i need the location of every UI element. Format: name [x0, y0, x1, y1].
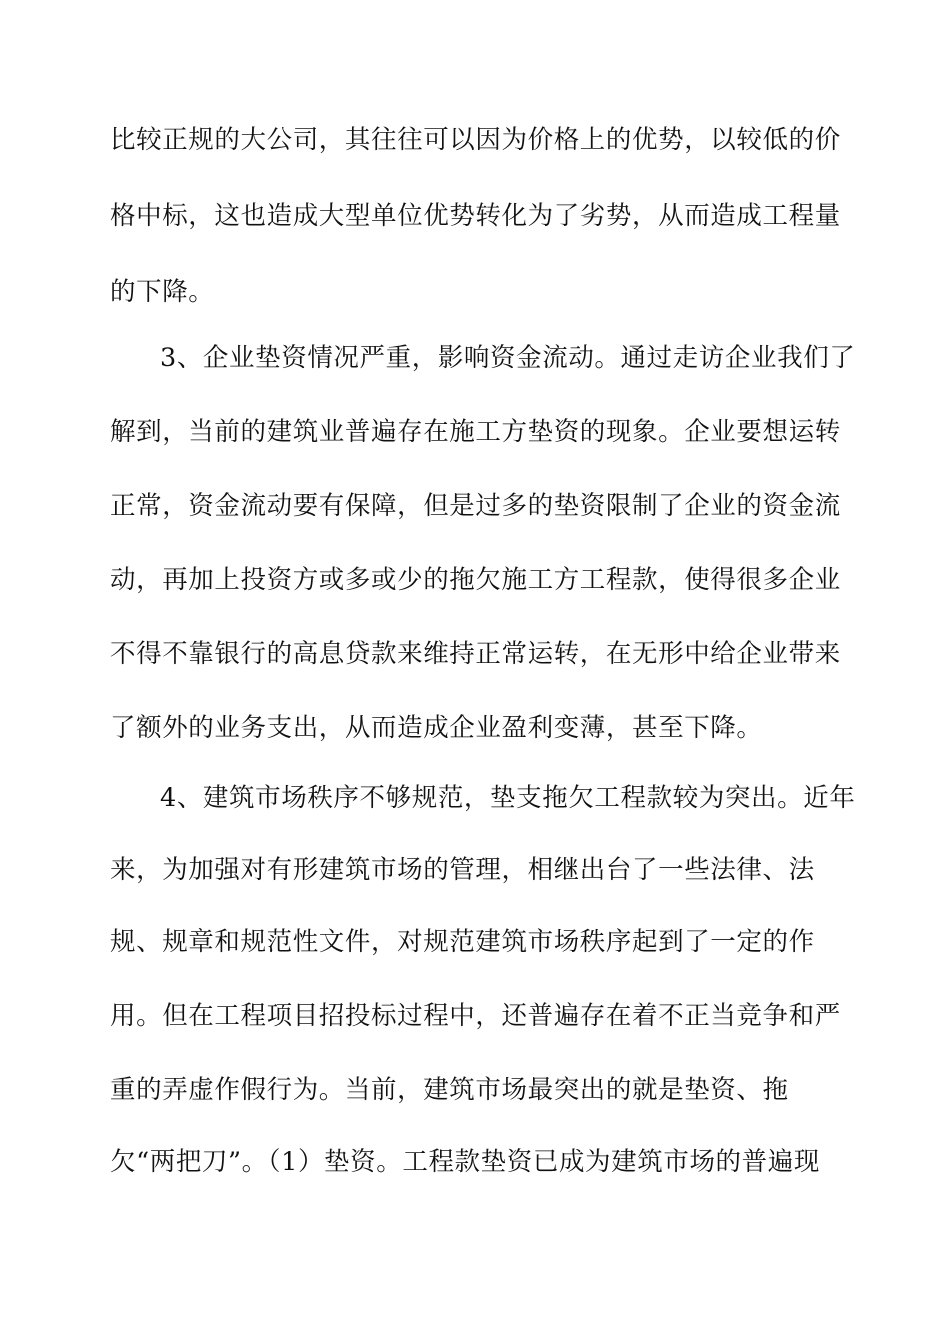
paragraph-line: 欠“两把刀”。（1）垫资。工程款垫资已成为建筑市场的普遍现	[110, 1147, 820, 1177]
paragraph-line: 了额外的业务支出，从而造成企业盈利变薄，甚至下降。	[110, 713, 763, 743]
paragraph-line: 规、规章和规范性文件，对规范建筑市场秩序起到了一定的作	[110, 927, 815, 957]
paragraph-line: 正常，资金流动要有保障，但是过多的垫资限制了企业的资金流	[110, 491, 841, 521]
paragraph-line: 不得不靠银行的高息贷款来维持正常运转，在无形中给企业带来	[110, 639, 841, 669]
paragraph-line: 解到，当前的建筑业普遍存在施工方垫资的现象。企业要想运转	[110, 417, 841, 447]
paragraph-line-indented: 3、企业垫资情况严重，影响资金流动。通过走访企业我们了	[160, 343, 856, 373]
paragraph-line: 用。但在工程项目招投标过程中，还普遍存在着不正当竞争和严	[110, 1001, 841, 1031]
paragraph-line: 的下降。	[110, 277, 215, 307]
paragraph-line: 动，再加上投资方或多或少的拖欠施工方工程款，使得很多企业	[110, 565, 841, 595]
paragraph-line: 比较正规的大公司，其往往可以因为价格上的优势，以较低的价	[110, 125, 841, 155]
paragraph-line-indented: 4、建筑市场秩序不够规范，垫支拖欠工程款较为突出。近年	[160, 783, 856, 813]
paragraph-line: 重的弄虚作假行为。当前，建筑市场最突出的就是垫资、拖	[110, 1075, 789, 1105]
paragraph-line: 来，为加强对有形建筑市场的管理，相继出台了一些法律、法	[110, 855, 815, 885]
paragraph-line: 格中标，这也造成大型单位优势转化为了劣势，从而造成工程量	[110, 201, 841, 231]
